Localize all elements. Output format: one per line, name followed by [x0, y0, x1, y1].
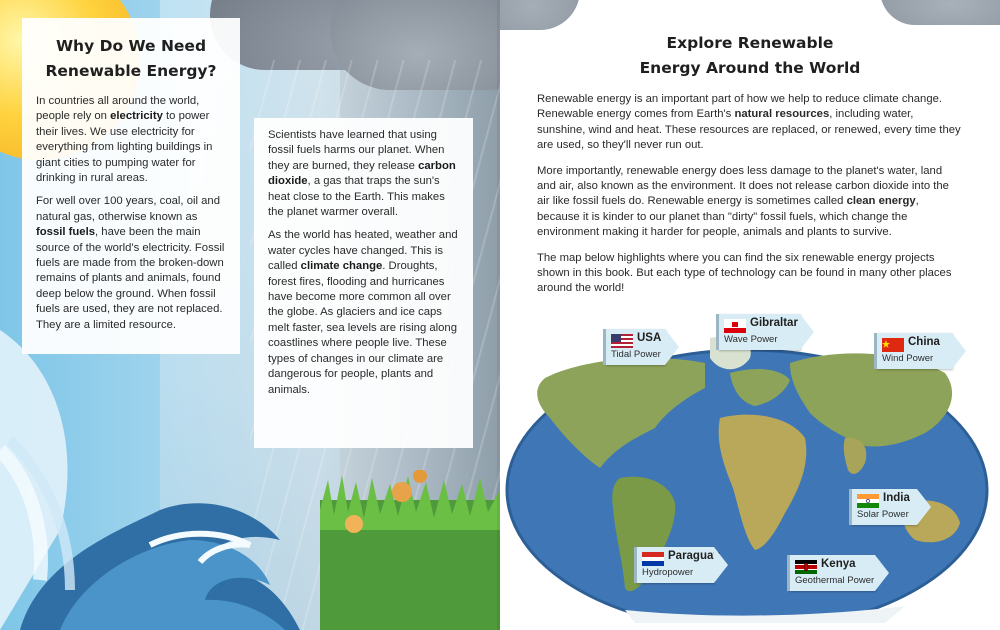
storm-cloud — [880, 0, 1000, 25]
power-type: Geothermal Power — [795, 575, 875, 586]
power-type: Wave Power — [724, 334, 778, 345]
country-name: India — [883, 492, 910, 504]
country-name: Gibraltar — [750, 317, 798, 329]
keyword: carbon dioxide — [268, 159, 456, 188]
paraguay-flag-icon — [642, 552, 664, 566]
keyword: fossil fuels — [36, 226, 96, 239]
storm-cloud — [500, 0, 580, 30]
country-name: USA — [637, 332, 662, 344]
text-run: More importantly, renewable energy does less damage to the planet's water, land and air, also known as the environment. It does not release carbon dioxide into the air like fossil fuels do. Renewable energy is sometimes called — [537, 164, 949, 208]
flagpole — [874, 333, 877, 369]
gibraltar-flag-icon — [724, 319, 746, 333]
map-label-china — [876, 333, 952, 369]
text-run: to power their lives. We use electricity for everything from lighting buildings in giant cities to pumping water for drinking in rural areas. — [36, 110, 213, 185]
paragraph — [36, 94, 226, 186]
right-page — [500, 0, 1000, 630]
power-type: Hydropower — [642, 567, 694, 578]
power-type: Tidal Power — [611, 349, 661, 360]
map-label-gibraltar — [718, 314, 800, 350]
text-run: Scientists have learned that using fossil fuels harms our planet. When they are burned, they release — [268, 129, 445, 172]
title-line: Explore Renewable — [666, 34, 834, 52]
body-text — [537, 92, 962, 307]
text-run: , a gas that traps the sun's heat close to the Earth. This makes the planet warmer overall. — [268, 175, 445, 219]
map-label-usa — [605, 329, 665, 365]
power-type: Wind Power — [882, 353, 934, 364]
flagpole — [634, 547, 637, 583]
paragraph — [537, 92, 962, 154]
why-renewable-panel — [22, 18, 240, 354]
text-run: , including water, sunshine, wind and heat. These resources are replaced, or renewed, every time they are used, so they'll never run out. — [537, 108, 961, 152]
flagpole — [787, 555, 790, 591]
climate-change-panel — [254, 118, 473, 448]
country-name: Paraguay — [668, 550, 720, 562]
panel-title — [36, 34, 226, 84]
keyword: clean energy — [846, 195, 916, 208]
paragraph — [268, 128, 459, 220]
text-run: , have been the main source of the world's electricity. Fossil fuels are made from the broken-down remains of plants and animals, found deep below the ground. When fossil fuels are used, they are not replaced. They are a limited resource. — [36, 226, 225, 331]
title-line: Renewable Energy? — [45, 62, 217, 80]
india-flag-icon — [857, 494, 879, 508]
text-run: In countries all around the world, people rely on — [36, 95, 200, 123]
china-flag-icon — [882, 338, 904, 352]
map-label-india — [851, 489, 917, 525]
usa-flag-icon — [611, 334, 633, 348]
text-run: , because it is kinder to our planet than "dirty" fossil fuels, which change the environment making it harder for people, animals and plants to survive. — [537, 195, 919, 239]
flagpole — [849, 489, 852, 525]
page-title — [500, 31, 1000, 81]
flagpole — [603, 329, 606, 365]
paragraph — [36, 194, 226, 333]
paragraph: The map below highlights where you can find the six renewable energy projects shown in this book. But each type of technology can be found in many other places around the world! — [537, 251, 952, 295]
flagpole — [716, 314, 719, 350]
grass-illustration — [320, 470, 500, 630]
country-name: China — [908, 336, 940, 348]
power-type: Solar Power — [857, 509, 909, 520]
title-line: Why Do We Need — [55, 37, 207, 55]
map-label-kenya — [789, 555, 875, 591]
keyword: natural resources — [734, 108, 830, 121]
paragraph — [537, 164, 962, 241]
map-label-paraguay — [636, 547, 720, 583]
text-run: For well over 100 years, coal, oil and natural gas, otherwise known as — [36, 195, 220, 223]
country-name: Kenya — [821, 558, 856, 570]
keyword: climate change — [300, 260, 383, 273]
text-run: As the world has heated, weather and water cycles have changed. This is called — [268, 229, 458, 273]
text-run: . Droughts, forest fires, flooding and hurricanes have become more common all over the globe. As glaciers and ice caps melt faster, sea levels are rising along coastlines where people live. These types of changes in our climate are dangerous for people, plants and animals. — [268, 260, 458, 396]
kenya-flag-icon — [795, 560, 817, 574]
text-run: Renewable energy is an important part of how we help to reduce climate change. Renewable energy comes from Earth's — [537, 93, 943, 121]
keyword: electricity — [110, 110, 163, 123]
title-line: Energy Around the World — [639, 59, 861, 77]
paragraph — [268, 228, 459, 397]
